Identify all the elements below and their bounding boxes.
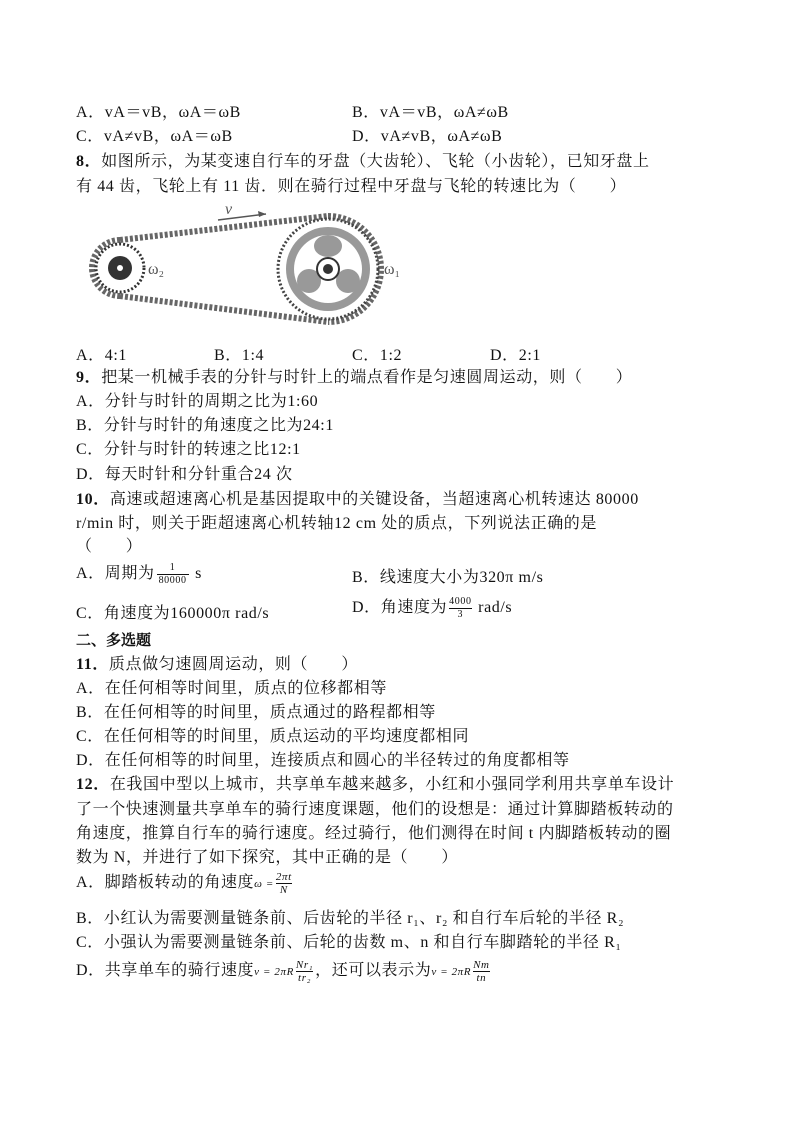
velocity-arrowhead — [258, 211, 266, 217]
q11-stem — [76, 651, 358, 674]
q10-option-c: C．角速度为160000π rad/s — [76, 605, 270, 622]
q12-a-formula-lhs: ω = — [254, 878, 274, 890]
q12-d-formula1-lhs: v = 2πR — [254, 966, 294, 978]
q9-option-a: A．分针与时针的周期之比为1:60 — [76, 393, 319, 410]
q11-text: 质点做匀速圆周运动，则（ ） — [108, 656, 358, 673]
large-gear-axle — [323, 264, 333, 274]
q12-d-fraction2 — [473, 959, 489, 984]
q11-option-d: D．在任何相等的时间里，连接质点和圆心的半径转过的角度都相等 — [76, 752, 570, 769]
q9-option-c: C．分针与时针的转速之比12:1 — [76, 441, 301, 458]
q10-stem-line2: r/min 时，则关于距超速离心机转轴12 cm 处的质点，下列说法正确的是 — [76, 515, 598, 532]
q9-option-d: D．每天时针和分针重合24 次 — [76, 466, 293, 483]
q8-text-1: 如图所示，为某变速自行车的牙盘（大齿轮）、飞轮（小齿轮），已知牙盘上 — [101, 153, 650, 170]
gear-hole-1 — [314, 235, 342, 257]
q9-number: 9． — [76, 369, 102, 386]
q11-option-c: C．在任何相等的时间里，质点运动的平均速度都相同 — [76, 728, 470, 745]
q10-option-a — [76, 560, 202, 587]
small-gear-axle — [117, 265, 123, 271]
q12-d-f1-num: Nr₁ — [295, 958, 314, 971]
q10-a-suffix: s — [190, 565, 202, 582]
q10-d-den: 3 — [449, 608, 471, 621]
q12-stem-line3: 角速度，推算自行车的骑行速度。经过骑行，他们测得在时间 t 内脚踏板转动的圈 — [76, 825, 672, 842]
q12-a-fraction — [276, 871, 292, 896]
q12-stem-line1 — [76, 771, 674, 794]
q8-option-a: A．4:1 — [76, 347, 127, 364]
q10-a-den: 80000 — [158, 574, 187, 586]
q11-option-a: A．在任何相等时间里，质点的位移都相等 — [76, 680, 387, 697]
q10-option-b: B．线速度大小为320π m/s — [352, 569, 544, 586]
q12-a-den: N — [276, 883, 292, 896]
q8-option-d: D．2:1 — [490, 347, 541, 364]
q10-text-1: 高速或超速离心机是基因提取中的关键设备，当超速离心机转速达 80000 — [109, 491, 639, 508]
q10-stem-line3: （ ） — [76, 538, 143, 555]
q12-a-num: 2πt — [275, 870, 292, 883]
q8-stem-line1 — [76, 148, 650, 171]
bicycle-chain-figure — [78, 200, 401, 330]
q9-stem — [76, 364, 632, 387]
q8-stem-line2: 有 44 齿，飞轮上有 11 齿．则在骑行过程中牙盘与飞轮的转速比为（ ） — [76, 178, 627, 195]
q12-d-f2-den: tn — [473, 971, 489, 984]
q10-a-prefix: A．周期为 — [76, 565, 155, 582]
q8-number: 8． — [76, 153, 102, 170]
q7-option-c: C．vA≠vB，ωA＝ωB — [76, 128, 233, 145]
q12-text-1: 在我国中型以上城市，共享单车越来越多，小红和小强同学利用共享单车设计 — [109, 776, 675, 793]
q8-option-c: C．1:2 — [352, 347, 403, 364]
q8-option-b: B．1:4 — [214, 347, 265, 364]
q7-option-b: B．vA＝vB，ωA≠ωB — [352, 104, 509, 121]
q10-d-prefix: D．角速度为 — [352, 599, 448, 616]
label-omega1: ω₁ — [384, 261, 401, 278]
q7-option-a: A．vA＝vB，ωA＝ωB — [76, 104, 241, 121]
q12-number: 12． — [76, 776, 110, 793]
q12-option-d — [76, 957, 492, 984]
q12-d-prefix: D．共享单车的骑行速度 — [76, 962, 255, 979]
q12-option-b: B．小红认为需要测量链条前、后齿轮的半径 r₁、r₂ 和自行车后轮的半径 R₂ — [76, 910, 625, 927]
q10-number: 10． — [76, 491, 110, 508]
q10-a-num: 1 — [169, 561, 176, 573]
gear-hole-3 — [336, 269, 360, 293]
q10-d-num: 4000 — [449, 595, 472, 607]
q12-d-f1-den: tr₂ — [296, 971, 313, 984]
q12-d-formula2-lhs: v = 2πR — [431, 966, 472, 978]
q10-option-d — [352, 594, 512, 621]
q10-d-suffix: rad/s — [473, 599, 513, 616]
q11-option-b: B．在任何相等的时间里，质点通过的路程都相等 — [76, 704, 436, 721]
q7-option-d: D．vA≠vB，ωA≠ωB — [352, 128, 503, 145]
q10-a-fraction — [157, 562, 189, 587]
q12-option-a — [76, 869, 294, 896]
q10-d-fraction — [449, 596, 471, 621]
q9-text: 把某一机械手表的分针与时针上的端点看作是匀速圆周运动，则（ ） — [101, 369, 633, 386]
q12-stem-line4: 数为 N，并进行了如下探究，其中正确的是（ ） — [76, 849, 458, 866]
q12-a-prefix: A．脚踏板转动的角速度 — [76, 874, 255, 891]
q12-d-fraction1 — [296, 959, 313, 984]
section-heading-multiple-choice: 二、多选题 — [76, 633, 152, 649]
q9-option-b: B．分针与时针的角速度之比为24:1 — [76, 417, 334, 434]
q12-d-middle: ，还可以表示为 — [315, 962, 432, 979]
label-v: v — [225, 201, 233, 218]
q12-option-c: C．小强认为需要测量链条前、后轮的齿数 m、n 和自行车脚踏轮的半径 R₁ — [76, 934, 622, 951]
q12-d-f2-num: Nm — [473, 958, 490, 971]
q10-stem-line1 — [76, 486, 639, 509]
q11-number: 11． — [76, 656, 109, 673]
label-omega2: ω₂ — [148, 261, 165, 278]
q12-stem-line2: 了一个快速测量共享单车的骑行速度课题，他们的设想是：通过计算脚踏板转动的 — [76, 801, 674, 818]
